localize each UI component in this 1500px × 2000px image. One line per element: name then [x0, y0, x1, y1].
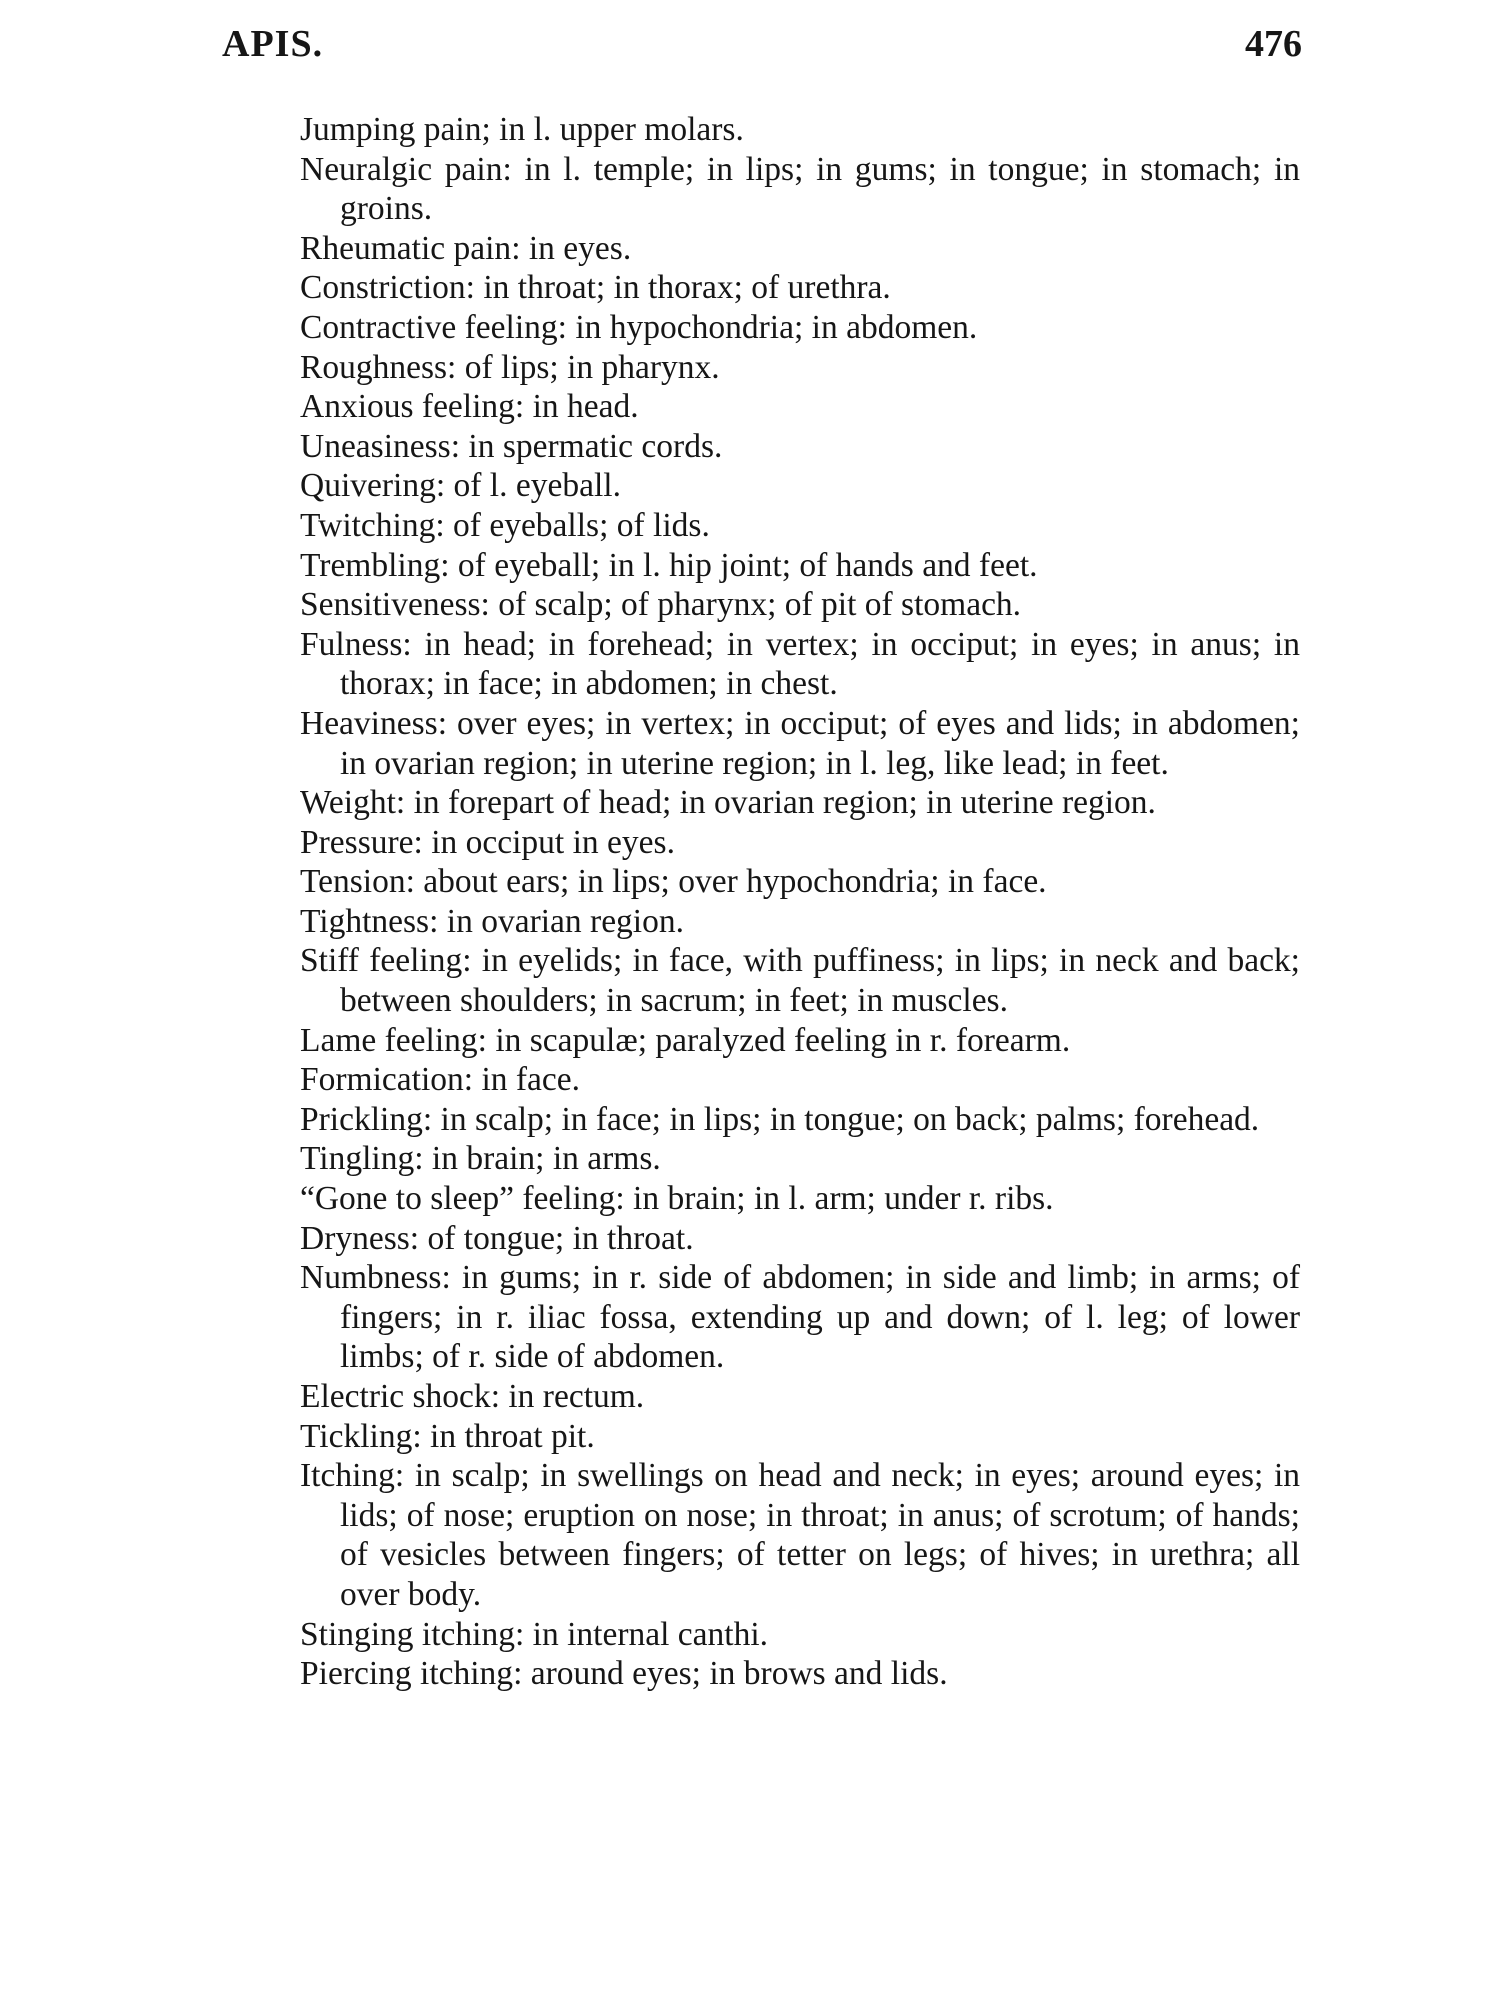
entry-text: : in head; in forehead; in vertex; in occiput; in eyes; in anus; in thorax; in face; in abdomen; in chest. — [340, 625, 1300, 703]
symptom-entry — [300, 1615, 1300, 1655]
symptom-entry — [300, 862, 1300, 902]
symptom-entry — [300, 1377, 1300, 1417]
entry-term: Trembling — [300, 546, 441, 584]
symptom-entry — [300, 625, 1300, 704]
symptom-entry — [300, 1456, 1300, 1614]
entry-term: Piercing itching — [300, 1655, 514, 1693]
symptom-entry — [300, 546, 1300, 586]
entry-text: : in forepart of head; in ovarian region; in uterine region. — [395, 784, 1156, 822]
entry-term: Numbness — [300, 1259, 442, 1297]
entry-term: Electric shock — [300, 1378, 491, 1415]
entry-text: : of eyeballs; of lids. — [435, 506, 710, 544]
entry-text: : of eyeball; in l. hip joint; of hands and feet. — [440, 546, 1038, 584]
symptom-entry — [300, 1179, 1300, 1219]
page-number: 476 — [1245, 23, 1302, 65]
entry-text: : of scalp; of pharynx; of pit of stomach. — [480, 586, 1022, 624]
symptom-entry — [300, 110, 1300, 150]
symptom-entry — [300, 1060, 1300, 1100]
symptom-entry — [300, 1654, 1300, 1694]
entry-term: Pressure — [300, 823, 414, 861]
page-header — [222, 22, 1302, 82]
entry-text: : in gums; in r. side of abdomen; in side and limb; in arms; of fingers; in r. iliac fossa, extending up and down; of l. leg; of lower limbs; of r. side of abdomen. — [340, 1259, 1300, 1376]
entry-text: : in brain; in arms. — [414, 1140, 661, 1178]
entry-term: Stiff feeling — [300, 942, 463, 980]
entry-text: : in spermatic cords. — [450, 427, 723, 465]
entry-term: Lame feeling — [300, 1021, 478, 1059]
symptom-entry — [300, 427, 1300, 467]
entry-text: : of lips; in pharynx. — [447, 348, 720, 386]
symptom-entry — [300, 229, 1300, 269]
symptom-entry — [300, 783, 1300, 823]
entry-term: Itching — [300, 1457, 395, 1495]
entry-term: Fulness — [300, 625, 403, 663]
symptom-entry — [300, 308, 1300, 348]
entry-term: Anxious feeling — [300, 388, 515, 426]
entry-term: Quivering — [300, 467, 436, 505]
entry-term: Rheumatic pain — [300, 229, 512, 267]
symptom-entry — [300, 704, 1300, 783]
symptom-entry — [300, 268, 1300, 308]
symptom-entry — [300, 1021, 1300, 1061]
entry-text: : in scalp; in face; in lips; in tongue; on back; palms; forehead. — [422, 1100, 1260, 1138]
entry-text: : about ears; in lips; over hypochondria; in face. — [405, 863, 1047, 901]
symptom-entry — [300, 1258, 1300, 1377]
entry-text: : in hypochondria; in abdomen. — [557, 308, 978, 346]
entry-text: ; in l. upper molars. — [481, 111, 744, 148]
entry-term: “Gone to sleep” feeling — [300, 1180, 616, 1218]
entry-text: : in throat; in thorax; of urethra. — [465, 269, 891, 307]
entry-text: : in head. — [514, 388, 639, 426]
symptom-entry — [300, 466, 1300, 506]
entry-term: Roughness — [300, 348, 448, 386]
entry-text: : in ovarian region. — [429, 902, 684, 940]
entry-text: : of tongue; in throat. — [409, 1219, 694, 1257]
entry-term: Formication — [300, 1061, 464, 1099]
symptom-entry — [300, 941, 1300, 1020]
symptom-entry — [300, 150, 1300, 229]
entry-term: Prickling — [300, 1100, 423, 1138]
symptom-entry — [300, 506, 1300, 546]
entry-term: Constriction — [300, 269, 466, 307]
entry-term: Jumping pain — [300, 111, 482, 148]
entry-term: Stinging itching — [300, 1615, 515, 1653]
entry-text: : around eyes; in brows and lids. — [513, 1655, 948, 1693]
entry-text: : in rectum. — [490, 1378, 645, 1415]
entry-term: Dryness — [300, 1219, 410, 1257]
entry-text: : in brain; in l. arm; under r. ribs. — [615, 1180, 1054, 1218]
entry-text: : in l. temple; in lips; in gums; in tongue; in stomach; in groins. — [340, 150, 1301, 228]
symptom-entry — [300, 387, 1300, 427]
symptom-entry — [300, 1139, 1300, 1179]
symptom-entry — [300, 585, 1300, 625]
entry-text: : in eyelids; in face, with puffiness; in lips; in neck and back; between shoulders; in sacrum; in feet; in muscles. — [340, 942, 1300, 1020]
entry-text: : in scalp; in swellings on head and neck; in eyes; around eyes; in lids; of nose; eruption on nose; in throat; in anus; of scrotum; of hands; of vesicles between fingers; of tetter on legs; of hives; in urethra; all over body. — [340, 1457, 1300, 1613]
entry-text: : in eyes. — [511, 229, 632, 267]
running-head: APIS. — [222, 23, 324, 65]
symptom-entry — [300, 1100, 1300, 1140]
entry-term: Neuralgic pain — [300, 150, 503, 188]
entry-term: Tension — [300, 863, 406, 901]
entry-text: : in throat pit. — [412, 1417, 595, 1455]
symptom-entry — [300, 348, 1300, 388]
entry-term: Twitching — [300, 506, 436, 544]
entry-term: Tickling — [300, 1417, 413, 1455]
entry-term: Contractive feeling — [300, 308, 558, 346]
entry-term: Tingling — [300, 1140, 415, 1178]
symptom-entry — [300, 902, 1300, 942]
entry-text: : in occiput in eyes. — [413, 823, 675, 861]
entry-term: Heaviness — [300, 704, 438, 742]
symptom-entry — [300, 1219, 1300, 1259]
entry-text: : in internal canthi. — [514, 1615, 769, 1653]
symptom-entry — [300, 823, 1300, 863]
entry-text: : in scapulæ; paralyzed feeling in r. forearm. — [477, 1021, 1071, 1059]
entry-term: Tightness — [300, 902, 430, 940]
entry-term: Weight — [300, 784, 396, 822]
entry-term: Uneasiness — [300, 427, 451, 465]
entry-text: : in face. — [463, 1061, 581, 1099]
entry-term: Sensitiveness — [300, 586, 481, 624]
entry-text: : of l. eyeball. — [435, 467, 621, 505]
symptom-list — [300, 110, 1300, 1694]
symptom-entry — [300, 1417, 1300, 1457]
entry-text: : over eyes; in vertex; in occiput; of eyes and lids; in abdomen; in ovarian region; in uterine region; in l. leg, like lead; in feet. — [340, 704, 1300, 782]
